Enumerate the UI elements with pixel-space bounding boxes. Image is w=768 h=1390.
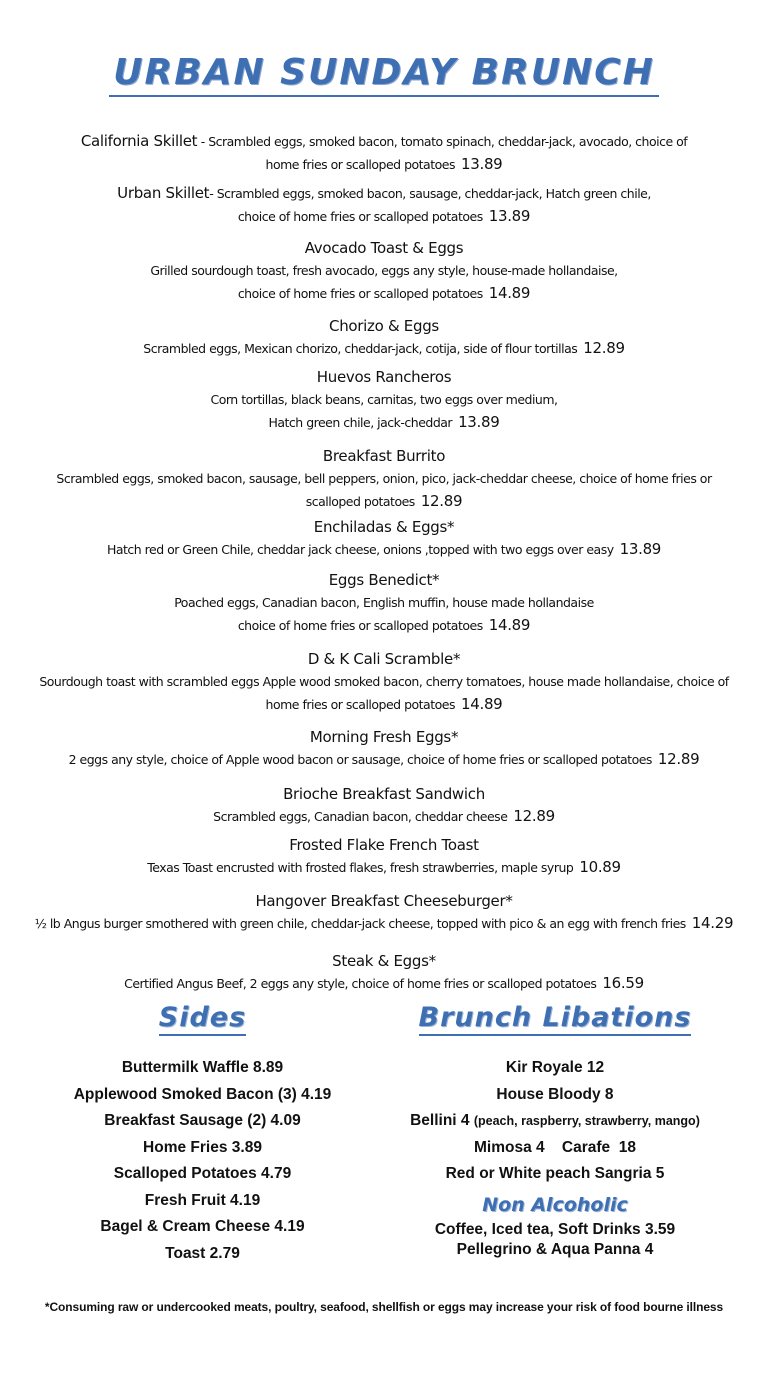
item-name: Breakfast Burrito <box>322 447 446 465</box>
item-name: Frosted Flake French Toast <box>289 836 479 854</box>
item-desc: Certified Angus Beef, 2 eggs any style, choice of home fries or scalloped potatoes <box>124 976 597 991</box>
libation-item: Bellini 4 (peach, raspberry, strawberry, mango) <box>410 1112 700 1129</box>
sides-heading: Sides <box>140 1002 265 1033</box>
item-price: 14.89 <box>460 695 503 713</box>
item-price: 12.89 <box>420 492 463 510</box>
side-item: Fresh Fruit 4.19 <box>144 1191 261 1209</box>
item-name: Enchiladas & Eggs* <box>313 518 455 536</box>
libation-item: Kir Royale 12 <box>505 1059 605 1076</box>
libation-item: Pellegrino & Aqua Panna 4 <box>456 1240 654 1258</box>
item-name: Huevos Rancheros <box>316 368 452 386</box>
item-price: 10.89 <box>579 858 621 876</box>
item-desc: Scrambled eggs, Canadian bacon, cheddar cheese <box>213 809 508 824</box>
item-name: Brioche Breakfast Sandwich <box>283 785 485 803</box>
item-desc: Scrambled eggs, smoked bacon, sausage, bell peppers, onion, pico, jack-cheddar cheese, choice of home fries or <box>56 471 712 486</box>
menu-item-enchiladas-eggs <box>0 516 768 561</box>
item-desc: Scrambled eggs, Mexican chorizo, cheddar-jack, cotija, side of flour tortillas <box>143 341 578 356</box>
menu-item-huevos-rancheros <box>0 366 768 434</box>
item-desc: Sourdough toast with scrambled eggs Apple wood smoked bacon, cherry tomatoes, house made hollandaise, choice of <box>39 674 729 689</box>
item-price: 12.89 <box>583 339 625 357</box>
food-safety-disclaimer: *Consuming raw or undercooked meats, poultry, seafood, shellfish or eggs may increase your risk of food bourne illness <box>44 1300 724 1314</box>
item-desc: ½ lb Angus burger smothered with green chile, cheddar-jack cheese, topped with pico & an egg with french fries <box>34 916 686 931</box>
menu-item-brioche-sandwich <box>0 783 768 828</box>
item-name: Urban Skillet <box>117 184 210 202</box>
item-name: Chorizo & Eggs <box>329 317 439 335</box>
side-item: Buttermilk Waffle 8.89 <box>121 1059 284 1076</box>
side-item: Home Fries 3.89 <box>143 1138 262 1156</box>
menu-title: URBAN SUNDAY BRUNCH <box>0 52 768 97</box>
sides-list <box>40 1055 365 1267</box>
menu-item-chorizo-eggs <box>0 315 768 360</box>
menu-item-hangover-cheeseburger <box>0 890 768 935</box>
item-price: 12.89 <box>513 807 555 825</box>
menu-item-breakfast-burrito <box>0 445 768 513</box>
bellini-flavors: (peach, raspberry, strawberry, mango) <box>473 1114 700 1128</box>
libation-item: Red or White peach Sangria 5 <box>445 1165 665 1182</box>
menu-item-eggs-benedict <box>0 569 768 637</box>
item-desc: home fries or scalloped potatoes <box>265 697 455 712</box>
item-desc: Hatch green chile, jack-cheddar <box>268 415 453 430</box>
menu-item-california-skillet <box>0 130 768 176</box>
item-desc: 2 eggs any style, choice of Apple wood bacon or sausage, choice of home fries or scalloped potatoes <box>68 752 652 767</box>
item-name: Steak & Eggs* <box>332 952 436 970</box>
item-name: Avocado Toast & Eggs <box>304 239 464 257</box>
item-price: 13.89 <box>460 155 503 173</box>
item-price: 13.89 <box>488 207 531 225</box>
menu-item-morning-fresh-eggs <box>0 726 768 771</box>
item-price: 14.89 <box>488 616 531 634</box>
item-desc: Grilled sourdough toast, fresh avocado, eggs any style, house-made hollandaise, <box>150 263 618 278</box>
item-price: 14.89 <box>488 284 531 302</box>
item-price: 14.29 <box>691 914 734 932</box>
item-desc: - Scrambled eggs, smoked bacon, sausage, cheddar-jack, Hatch green chile, <box>209 186 651 201</box>
item-price: 13.89 <box>458 413 500 431</box>
item-name: Eggs Benedict* <box>328 571 440 589</box>
item-desc: Texas Toast encrusted with frosted flakes, fresh strawberries, maple syrup <box>147 860 574 875</box>
libations-heading: Brunch Libations <box>415 1002 695 1033</box>
item-price: 16.59 <box>602 974 644 992</box>
item-name: D & K Cali Scramble* <box>307 650 461 668</box>
item-desc: choice of home fries or scalloped potatoes <box>237 209 483 224</box>
side-item: Breakfast Sausage (2) 4.09 <box>104 1112 301 1129</box>
item-desc: choice of home fries or scalloped potatoes <box>237 618 483 633</box>
menu-item-steak-eggs <box>0 950 768 995</box>
item-desc: scalloped potatoes <box>305 494 415 509</box>
menu-item-cali-scramble <box>0 648 768 716</box>
libations-list <box>380 1055 730 1260</box>
libation-item: House Bloody 8 <box>496 1085 614 1103</box>
libation-item: Coffee, Iced tea, Soft Drinks 3.59 <box>434 1220 676 1238</box>
item-price: 12.89 <box>657 750 700 768</box>
item-desc: Poached eggs, Canadian bacon, English muffin, house made hollandaise <box>174 595 594 610</box>
side-item: Applewood Smoked Bacon (3) 4.19 <box>73 1085 332 1103</box>
menu-item-avocado-toast <box>0 237 768 305</box>
item-desc: - Scrambled eggs, smoked bacon, tomato spinach, cheddar-jack, avocado, choice of <box>197 134 688 149</box>
item-desc: Corn tortillas, black beans, carnitas, two eggs over medium, <box>210 392 558 407</box>
item-name: Morning Fresh Eggs* <box>309 728 459 746</box>
side-item: Toast 2.79 <box>165 1244 240 1262</box>
item-name: California Skillet <box>80 132 198 150</box>
libation-item: Mimosa 4 Carafe 18 <box>474 1138 636 1156</box>
item-desc: Hatch red or Green Chile, cheddar jack cheese, onions ,topped with two eggs over easy <box>106 542 614 557</box>
side-item: Bagel & Cream Cheese 4.19 <box>100 1218 305 1235</box>
menu-item-urban-skillet <box>0 182 768 228</box>
menu-item-french-toast <box>0 834 768 879</box>
non-alcoholic-heading: Non Alcoholic <box>482 1193 628 1216</box>
item-price: 13.89 <box>619 540 662 558</box>
item-name: Hangover Breakfast Cheeseburger* <box>255 892 513 910</box>
item-desc: choice of home fries or scalloped potatoes <box>237 286 483 301</box>
side-item: Scalloped Potatoes 4.79 <box>113 1165 292 1182</box>
item-desc: home fries or scalloped potatoes <box>265 157 455 172</box>
